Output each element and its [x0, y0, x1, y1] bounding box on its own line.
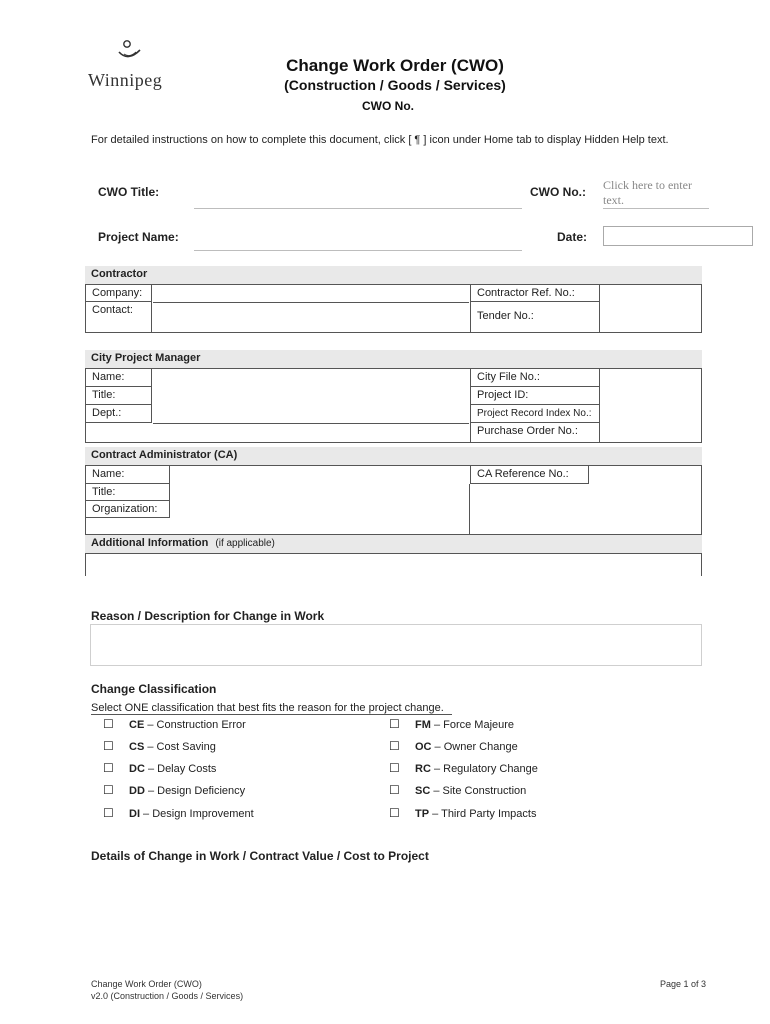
project-id-input[interactable]: [601, 387, 701, 405]
classification-code: FM: [415, 719, 431, 731]
classification-option-ce[interactable]: [103, 717, 246, 731]
logo-wordmark: Winnipeg: [88, 70, 163, 90]
additional-info-heading: [85, 535, 702, 553]
ca-title-label: Title:: [86, 484, 170, 501]
contact-input[interactable]: [153, 302, 469, 332]
company-label: Company:: [86, 285, 152, 302]
classification-option-dc[interactable]: [103, 761, 216, 775]
date-label: Date:: [557, 230, 588, 244]
classification-description: – Owner Change: [431, 741, 518, 753]
classification-option-tp[interactable]: [389, 806, 536, 820]
ca-heading: Contract Administrator (CA): [85, 447, 702, 465]
classification-description: – Construction Error: [144, 719, 246, 731]
classification-code: CS: [129, 741, 145, 753]
purchase-order-label: Purchase Order No.:: [470, 423, 600, 442]
cwo-title-label: CWO Title:: [98, 185, 160, 199]
pm-title-label: Title:: [86, 387, 152, 405]
page-title: Change Work Order (CWO): [286, 56, 504, 75]
pm-dept-input[interactable]: [153, 405, 469, 424]
additional-info-input[interactable]: [85, 553, 702, 576]
cwo-number-heading: CWO No.: [362, 99, 414, 113]
city-file-no-label: City File No.:: [470, 369, 600, 387]
ca-organization-input[interactable]: [171, 501, 469, 518]
classification-instruction: Select ONE classification that best fits the reason for the project change.: [91, 702, 452, 715]
classification-description: – Force Majeure: [430, 719, 515, 731]
classification-description: – Delay Costs: [144, 763, 217, 775]
classification-code: CE: [129, 719, 145, 731]
pm-name-input[interactable]: [153, 369, 469, 387]
classification-code: DC: [129, 763, 145, 775]
classification-code: SC: [415, 785, 431, 797]
classification-description: – Regulatory Change: [430, 763, 538, 775]
classification-option-sc[interactable]: [389, 783, 526, 797]
classification-description: – Cost Saving: [144, 741, 216, 753]
pm-title-input[interactable]: [153, 387, 469, 405]
classification-description: – Design Improvement: [140, 808, 254, 820]
contact-label: Contact:: [86, 302, 152, 332]
classification-option-fm[interactable]: [389, 717, 514, 731]
date-input[interactable]: [603, 226, 753, 246]
company-input[interactable]: [153, 285, 469, 303]
classification-option-di[interactable]: [103, 806, 254, 820]
cwo-no-label: CWO No.:: [530, 185, 586, 199]
classification-option-dd[interactable]: [103, 783, 245, 797]
contractor-heading: Contractor: [85, 266, 702, 284]
project-record-index-input[interactable]: [601, 405, 701, 423]
classification-code: RC: [415, 763, 431, 775]
cwo-no-input[interactable]: Click here to enter text.: [603, 178, 709, 209]
ca-left-col-divider: [469, 484, 470, 534]
classification-option-cs[interactable]: [103, 739, 216, 753]
additional-info-title: Additional Information: [91, 537, 209, 549]
classification-option-oc[interactable]: [389, 739, 518, 753]
checkbox-icon[interactable]: ☐: [103, 806, 114, 820]
ca-reference-label: CA Reference No.:: [470, 466, 589, 484]
details-heading: Details of Change in Work / Contract Value / Cost to Project: [91, 849, 429, 863]
ca-organization-label: Organization:: [86, 501, 170, 518]
checkbox-icon[interactable]: ☐: [103, 717, 114, 731]
footer-version: v2.0 (Construction / Goods / Services): [91, 991, 244, 1001]
classification-heading: Change Classification: [91, 682, 217, 696]
classification-description: – Third Party Impacts: [429, 808, 537, 820]
cwo-title-input[interactable]: [194, 190, 522, 209]
checkbox-icon[interactable]: ☐: [103, 783, 114, 797]
classification-code: DD: [129, 785, 145, 797]
reason-input[interactable]: [90, 624, 702, 666]
checkbox-icon[interactable]: ☐: [389, 783, 400, 797]
classification-code: TP: [415, 808, 430, 820]
reason-heading: Reason / Description for Change in Work: [91, 609, 325, 623]
checkbox-icon[interactable]: ☐: [103, 761, 114, 775]
purchase-order-input[interactable]: [601, 423, 701, 442]
city-file-no-input[interactable]: [601, 369, 701, 387]
pm-name-label: Name:: [86, 369, 152, 387]
city-pm-heading: City Project Manager: [85, 350, 702, 368]
checkbox-icon[interactable]: ☐: [103, 739, 114, 753]
classification-option-rc[interactable]: [389, 761, 538, 775]
checkbox-icon[interactable]: ☐: [389, 761, 400, 775]
checkbox-icon[interactable]: ☐: [389, 739, 400, 753]
additional-info-note: (if applicable): [215, 538, 275, 549]
classification-code: DI: [129, 808, 140, 820]
project-record-index-label: Project Record Index No.:: [470, 405, 600, 423]
pm-dept-label: Dept.:: [86, 405, 152, 423]
contractor-ref-input[interactable]: [601, 285, 701, 302]
tender-no-input[interactable]: [601, 302, 701, 332]
ca-title-input[interactable]: [171, 484, 469, 501]
ca-name-label: Name:: [86, 466, 170, 484]
project-id-label: Project ID:: [470, 387, 600, 405]
instructions-text: For detailed instructions on how to complete this document, click [ ¶ ] icon under Home tab to display Hidden Help text.: [91, 134, 669, 146]
project-name-input[interactable]: [194, 232, 522, 251]
footer-page-number: Page 1 of 3: [660, 979, 707, 989]
checkbox-icon[interactable]: ☐: [389, 717, 400, 731]
checkbox-icon[interactable]: ☐: [389, 806, 400, 820]
classification-code: OC: [415, 741, 432, 753]
ca-name-input[interactable]: [171, 466, 469, 484]
classification-description: – Site Construction: [430, 785, 527, 797]
footer-doc-title: Change Work Order (CWO): [91, 979, 202, 989]
contractor-ref-label: Contractor Ref. No.:: [470, 285, 600, 302]
project-name-label: Project Name:: [98, 230, 179, 244]
page-subtitle: (Construction / Goods / Services): [284, 77, 506, 93]
tender-no-label: Tender No.:: [470, 302, 600, 332]
classification-description: – Design Deficiency: [144, 785, 246, 797]
